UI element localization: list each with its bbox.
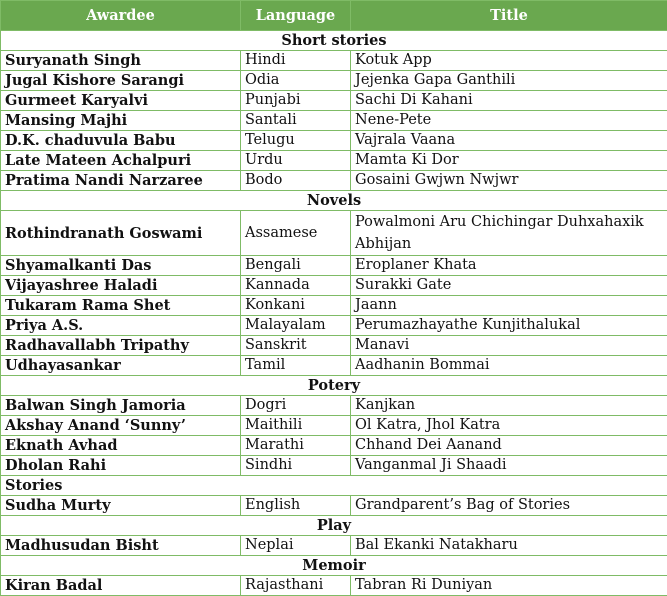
language-cell: Bodo xyxy=(241,171,351,191)
awardee-cell: Kiran Badal xyxy=(1,576,241,596)
title-cell: Grandparent’s Bag of Stories xyxy=(351,496,667,516)
title-cell: Powalmoni Aru Chichingar Duhxahaxik Abhijan xyxy=(351,211,667,256)
header-title: Title xyxy=(351,1,667,31)
awardee-cell: Sudha Murty xyxy=(1,496,241,516)
title-cell: Kotuk App xyxy=(351,51,667,71)
section-heading-row xyxy=(1,476,667,496)
section-heading: Memoir xyxy=(1,556,667,576)
title-cell: Bal Ekanki Natakharu xyxy=(351,536,667,556)
awardee-cell: Balwan Singh Jamoria xyxy=(1,396,241,416)
language-cell: Hindi xyxy=(241,51,351,71)
awardee-cell: Tukaram Rama Shet xyxy=(1,296,241,316)
awardee-cell: Vijayashree Haladi xyxy=(1,276,241,296)
section-heading: Play xyxy=(1,516,667,536)
awardee-cell: Eknath Avhad xyxy=(1,436,241,456)
header-language: Language xyxy=(241,1,351,31)
title-cell: Vanganmal Ji Shaadi xyxy=(351,456,667,476)
table-row xyxy=(1,316,667,336)
table-row xyxy=(1,276,667,296)
language-cell: Malayalam xyxy=(241,316,351,336)
language-cell: Marathi xyxy=(241,436,351,456)
title-cell: Aadhanin Bommai xyxy=(351,356,667,376)
table-body xyxy=(1,31,667,596)
header-awardee: Awardee xyxy=(1,1,241,31)
table-row xyxy=(1,131,667,151)
title-cell: Gosaini Gwjwn Nwjwr xyxy=(351,171,667,191)
language-cell: Kannada xyxy=(241,276,351,296)
title-cell: Surakki Gate xyxy=(351,276,667,296)
awardee-cell: Madhusudan Bisht xyxy=(1,536,241,556)
awardee-cell: Gurmeet Karyalvi xyxy=(1,91,241,111)
table-row xyxy=(1,416,667,436)
title-cell: Sachi Di Kahani xyxy=(351,91,667,111)
title-cell: Manavi xyxy=(351,336,667,356)
language-cell: Telugu xyxy=(241,131,351,151)
awardee-cell: Priya A.S. xyxy=(1,316,241,336)
language-cell: Rajasthani xyxy=(241,576,351,596)
title-cell: Vajrala Vaana xyxy=(351,131,667,151)
header-row xyxy=(1,1,667,31)
table-row xyxy=(1,456,667,476)
table-row xyxy=(1,171,667,191)
awardee-cell: Late Mateen Achalpuri xyxy=(1,151,241,171)
awardee-cell: Akshay Anand ‘Sunny’ xyxy=(1,416,241,436)
language-cell: Urdu xyxy=(241,151,351,171)
awardee-cell: Jugal Kishore Sarangi xyxy=(1,71,241,91)
table-row xyxy=(1,396,667,416)
awardee-cell: Pratima Nandi Narzaree xyxy=(1,171,241,191)
language-cell: Odia xyxy=(241,71,351,91)
section-heading: Short stories xyxy=(1,31,667,51)
table-row xyxy=(1,496,667,516)
section-heading-row xyxy=(1,516,667,536)
title-cell: Chhand Dei Aanand xyxy=(351,436,667,456)
language-cell: Assamese xyxy=(241,211,351,256)
title-cell: Jaann xyxy=(351,296,667,316)
table-row xyxy=(1,256,667,276)
language-cell: Punjabi xyxy=(241,91,351,111)
section-heading-row xyxy=(1,376,667,396)
table-row xyxy=(1,151,667,171)
language-cell: Konkani xyxy=(241,296,351,316)
table-row xyxy=(1,91,667,111)
section-heading-row xyxy=(1,31,667,51)
awardee-cell: Mansing Majhi xyxy=(1,111,241,131)
table-row xyxy=(1,336,667,356)
awardee-cell: D.K. chaduvula Babu xyxy=(1,131,241,151)
language-cell: Sanskrit xyxy=(241,336,351,356)
awardee-cell: Dholan Rahi xyxy=(1,456,241,476)
language-cell: English xyxy=(241,496,351,516)
awardee-cell: Radhavallabh Tripathy xyxy=(1,336,241,356)
table-row xyxy=(1,536,667,556)
title-cell: Tabran Ri Duniyan xyxy=(351,576,667,596)
language-cell: Bengali xyxy=(241,256,351,276)
section-heading-row xyxy=(1,556,667,576)
language-cell: Sindhi xyxy=(241,456,351,476)
section-heading: Potery xyxy=(1,376,667,396)
table-row xyxy=(1,356,667,376)
language-cell: Neplai xyxy=(241,536,351,556)
table-row xyxy=(1,71,667,91)
table-row xyxy=(1,436,667,456)
title-cell: Perumazhayathe Kunjithalukal xyxy=(351,316,667,336)
language-cell: Santali xyxy=(241,111,351,131)
section-heading: Novels xyxy=(1,191,667,211)
language-cell: Maithili xyxy=(241,416,351,436)
title-cell: Eroplaner Khata xyxy=(351,256,667,276)
title-cell: Nene-Pete xyxy=(351,111,667,131)
awardee-cell: Shyamalkanti Das xyxy=(1,256,241,276)
table-row xyxy=(1,51,667,71)
title-cell: Kanjkan xyxy=(351,396,667,416)
language-cell: Dogri xyxy=(241,396,351,416)
table-row xyxy=(1,211,667,256)
awardee-cell: Suryanath Singh xyxy=(1,51,241,71)
awardee-cell: Rothindranath Goswami xyxy=(1,211,241,256)
awardee-cell: Udhayasankar xyxy=(1,356,241,376)
table-row xyxy=(1,111,667,131)
title-cell: Jejenka Gapa Ganthili xyxy=(351,71,667,91)
section-heading-row xyxy=(1,191,667,211)
title-cell: Mamta Ki Dor xyxy=(351,151,667,171)
title-cell: Ol Katra, Jhol Katra xyxy=(351,416,667,436)
table-row xyxy=(1,296,667,316)
section-heading: Stories xyxy=(1,476,667,496)
language-cell: Tamil xyxy=(241,356,351,376)
